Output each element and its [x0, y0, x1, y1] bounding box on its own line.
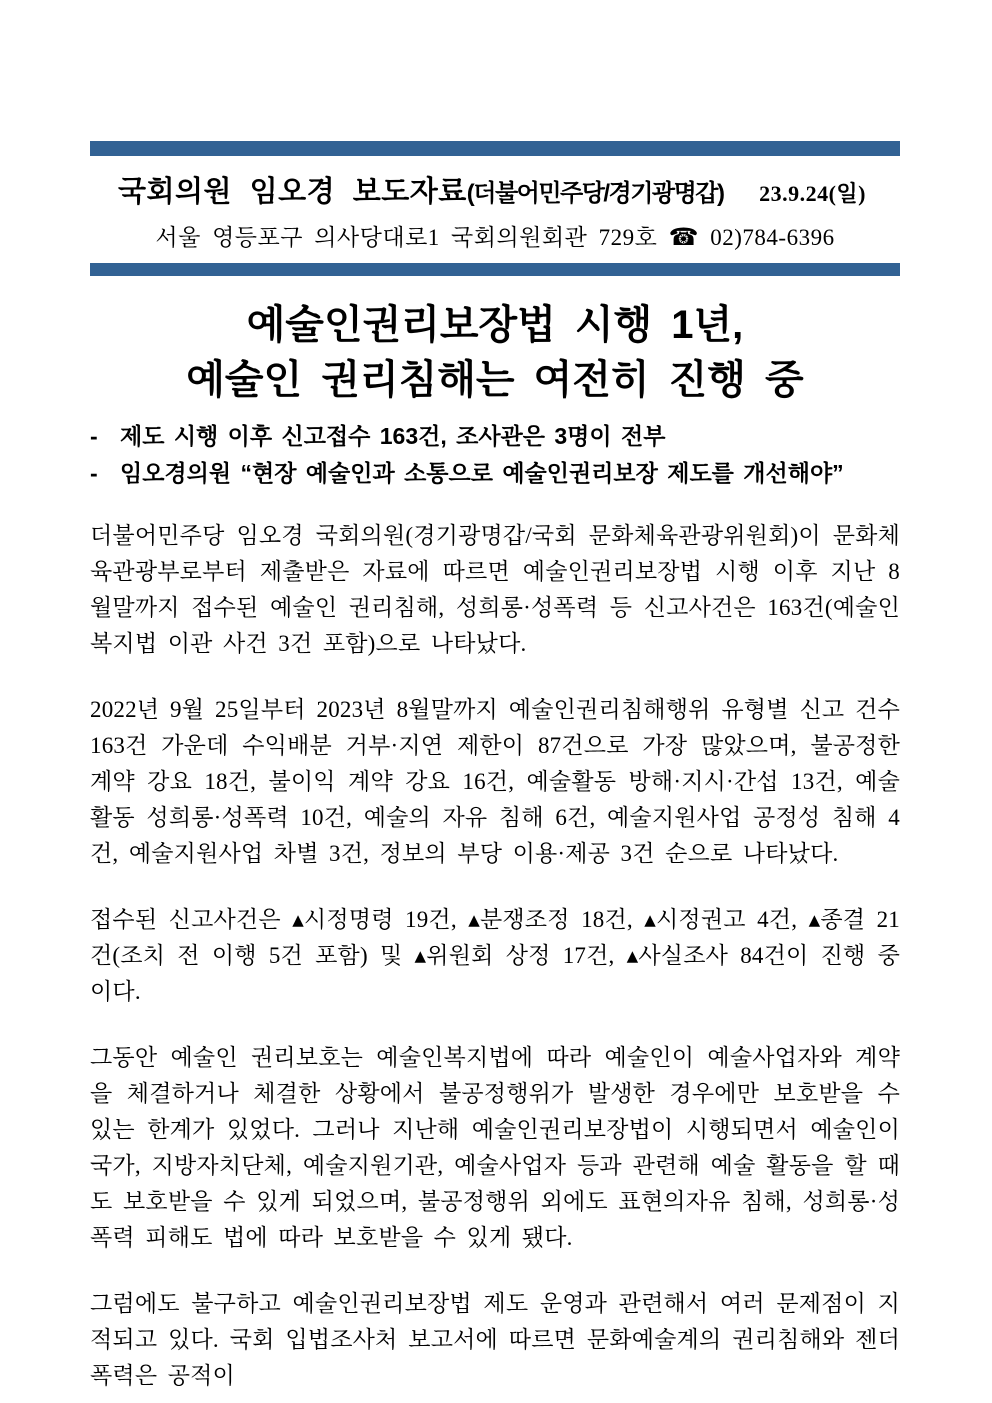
paragraph: 2022년 9월 25일부터 2023년 8월말까지 예술인권리침해행위 유형별 신고 건수 163건 가운데 수익배분 거부·지연 제한이 87건으로 가장 많았으며, 불공정한 계약 강요 18건, 불이익 계약 강요 16건, 예술활동 방해·지시·간섭 13건, 예술활동 성희롱·성폭력 10건, 예술의 자유 침해 6건, 예술지원사업 공정성 침해 4건, 예술지원사업 차별 3건, 정보의 부당 이용·제공 3건 순으로 나타났다. [90, 697, 900, 866]
paragraph: 접수된 신고사건은 ▴시정명령 19건, ▴분쟁조정 18건, ▴시정권고 4건, ▴종결 21건(조치 전 이행 5건 포함) 및 ▴위원회 상정 17건, ▴사실조사 84건이 진행 중이다. [90, 907, 900, 1004]
summary-point-text: 제도 시행 이후 신고접수 163건, 조사관은 3명이 전부 [120, 423, 666, 449]
masthead-address-line [90, 219, 900, 252]
headline [90, 298, 900, 408]
paragraph: 그럼에도 불구하고 예술인권리보장법 제도 운영과 관련해서 여러 문제점이 지적되고 있다. 국회 입법조사처 보고서에 따르면 문화예술계의 권리침해와 젠더폭력은 공적이 [90, 1291, 900, 1388]
summary-points [90, 418, 900, 492]
summary-point-text: 임오경의원 “현장 예술인과 소통으로 예술인권리보장 제도를 개선해야” [120, 460, 844, 486]
paragraph: 그동안 예술인 권리보호는 예술인복지법에 따라 예술인이 예술사업자와 계약을 체결하거나 체결한 상황에서 불공정행위가 발생한 경우에만 보호받을 수 있는 한계가 있었다. 그러나 지난해 예술인권리보장법이 시행되면서 예술인이 국가, 지방자치단체, 예술지원기관, 예술사업자 등과 관련해 예술 활동을 할 때도 보호받을 수 있게 되었으며, 불공정행위 외에도 표현의자유 침해, 성희롱·성폭력 피해도 법에 따라 보호받을 수 있게 됐다. [90, 1045, 900, 1250]
summary-point [90, 455, 900, 492]
dash-marker: - [90, 460, 98, 486]
masthead-title-line [90, 156, 900, 210]
summary-point [90, 418, 900, 455]
dash-marker: - [90, 423, 98, 449]
masthead-affiliation: (더불어민주당/경기광명갑) [466, 180, 724, 207]
telephone-icon: ☎ [668, 225, 699, 251]
headline-line-1: 예술인권리보장법 시행 1년, [246, 303, 744, 347]
masthead [90, 141, 900, 276]
article-text [90, 518, 900, 1394]
headline-line-2: 예술인 권리침해는 여전히 진행 중 [186, 358, 804, 402]
top-rule [90, 141, 900, 156]
document-body [90, 298, 900, 1394]
masthead-date: 23.9.24(일) [759, 181, 866, 206]
paragraph: 더불어민주당 임오경 국회의원(경기광명갑/국회 문화체육관광위원회)이 문화체육관광부로부터 제출받은 자료에 따르면 예술인권리보장법 시행 이후 지난 8월말까지 접수된 예술인 권리침해, 성희롱·성폭력 등 신고사건은 163건(예술인 복지법 이관 사건 3건 포함)으로 나타났다. [90, 523, 900, 656]
masthead-title: 국회의원 임오경 보도자료 [118, 176, 467, 208]
bottom-rule [90, 263, 900, 276]
masthead-address: 서울 영등포구 의사당대로1 국회의원회관 729호 [155, 225, 658, 250]
masthead-phone: 02)784-6396 [710, 225, 835, 250]
